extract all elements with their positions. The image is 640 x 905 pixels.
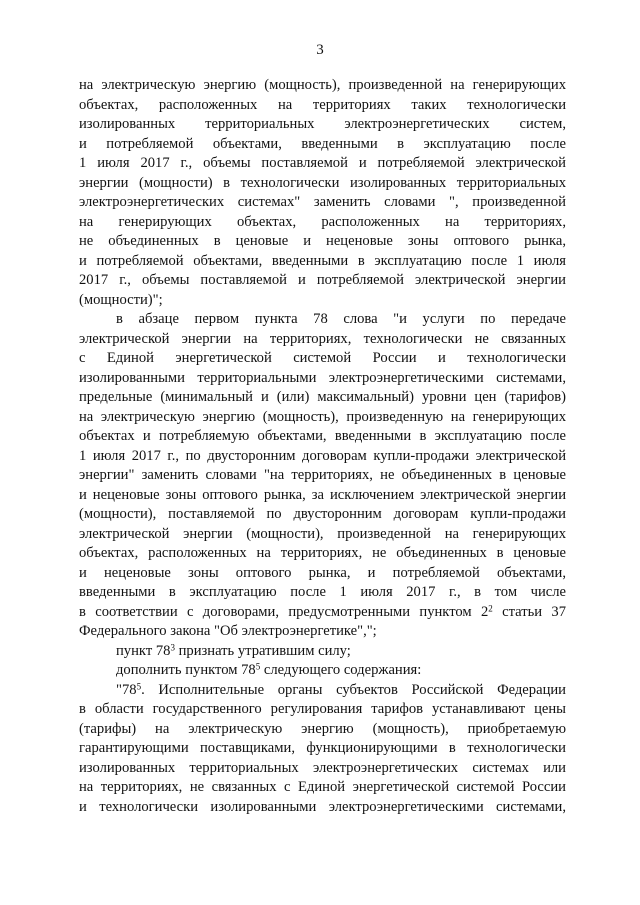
text-line: [79, 408, 566, 428]
text-line: [79, 700, 566, 720]
text-line-content: и неценовые зоны оптового рынка, и потребляемой объектами,: [79, 564, 566, 581]
text-line: [79, 720, 566, 740]
superscript: 2: [488, 603, 493, 613]
text-line-content: объектах, расположенных на территориях таких технологически: [79, 96, 566, 113]
text-line-content: изолированными территориальными электроэнергетическими системами,: [79, 369, 566, 386]
text-line-content: (мощности)";: [79, 291, 163, 308]
text-line: [79, 252, 566, 272]
text-line: [79, 427, 566, 447]
text-line: [79, 96, 566, 116]
superscript: 5: [255, 661, 261, 672]
text-line-content: "78: [116, 681, 137, 698]
text-line: [79, 115, 566, 135]
text-line-content: (мощности), поставляемой по двусторонним договорам купли-продажи: [79, 506, 566, 522]
text-line: [79, 603, 566, 623]
text-line: [79, 174, 566, 194]
text-line: [79, 564, 566, 584]
text-line-content: и потребляемой объектами, введенными в эксплуатацию после 1 июля: [79, 252, 566, 269]
text-line-content: энергии (мощности) в технологически изолированных территориальных: [79, 174, 566, 191]
text-line-content: в области государственного регулирования тарифов устанавливают цены: [79, 701, 566, 717]
text-line-content: электрической энергии на территориях, технологически не связанных: [79, 330, 566, 347]
text-line-content: объектах, расположенных на территориях, не объединенных в ценовые: [79, 545, 566, 561]
text-line-content: гарантирующими поставщиками, функционирующими в технологически: [79, 740, 566, 756]
text-line-content: 1 июля 2017 г., по двусторонним договорам купли-продажи электрической: [79, 447, 566, 464]
text-line-content: Федерального закона "Об электроэнергетике",";: [79, 623, 377, 639]
text-line: [79, 642, 566, 662]
text-line-content: изолированных территориальных электроэнергетических систем,: [79, 116, 566, 132]
text-line: [79, 583, 566, 603]
text-line: [79, 525, 566, 545]
page-number: 3: [316, 42, 324, 58]
text-line: [79, 388, 566, 408]
text-line-content: на электрическую энергию (мощность), произведенной на генерирующих: [79, 77, 566, 93]
text-line-content: и неценовые зоны оптового рынка, за исключением электрической энергии: [79, 486, 566, 503]
text-line-content: изолированных территориальных электроэнергетических системах или: [79, 759, 566, 776]
text-line: [79, 739, 566, 759]
text-line: [79, 213, 566, 233]
text-line: [79, 369, 566, 389]
text-line-content: с Единой энергетической системой России и технологически: [79, 350, 566, 366]
text-line-continuation: следующего содержания:: [260, 662, 422, 678]
text-line-content: электроэнергетических системах" заменить словами ", произведенной: [79, 194, 566, 210]
text-line-content: введенными в эксплуатацию после 1 июля 2017 г., в том числе: [79, 584, 566, 600]
text-line: [79, 778, 566, 798]
superscript: 5: [136, 681, 142, 691]
text-line-content: и технологически изолированными электроэнергетическими системами,: [79, 798, 566, 815]
superscript: 3: [170, 642, 175, 652]
text-line-content: на электрическую энергию (мощность), произведенную на генерирующих: [79, 408, 566, 425]
text-line: [79, 759, 566, 779]
text-line-content: объектах и потребляемую объектами, введенными в эксплуатацию после: [79, 428, 566, 444]
text-line-content: дополнить пунктом 78: [116, 662, 256, 678]
text-line-content: 1 июля 2017 г., объемы поставляемой и потребляемой электрической: [79, 155, 566, 171]
text-line-content: (тарифы) на электрическую энергию (мощность), приобретаемую: [79, 720, 566, 737]
text-line-continuation: статьи 37: [492, 603, 566, 620]
text-line: [79, 505, 566, 525]
text-line: [79, 310, 566, 330]
text-line-continuation: . Исполнительные органы субъектов Российской Федерации: [141, 681, 566, 698]
text-line-continuation: признать утратившим силу;: [174, 642, 351, 659]
text-line: [79, 135, 566, 155]
text-line: [79, 193, 566, 213]
text-line: [79, 486, 566, 506]
text-line: [79, 232, 566, 252]
text-line-content: не объединенных в ценовые и неценовые зоны оптового рынка,: [79, 233, 566, 249]
text-line: [79, 349, 566, 369]
text-line: [79, 681, 566, 701]
document-body: [79, 76, 566, 817]
text-line: [79, 271, 566, 291]
text-line: [79, 544, 566, 564]
text-line: [79, 76, 566, 96]
text-line: [79, 661, 566, 681]
text-line-content: и потребляемой объектами, введенными в эксплуатацию после: [79, 135, 566, 152]
text-line: [79, 466, 566, 486]
text-line-content: 2017 г., объемы поставляемой и потребляемой электрической энергии: [79, 272, 566, 288]
text-line: [79, 447, 566, 467]
text-line-content: на территориях, не связанных с Единой энергетической системой России: [79, 779, 566, 795]
text-line-content: пункт 78: [116, 642, 171, 659]
text-line-content: в соответствии с договорами, предусмотренными пунктом 2: [79, 603, 489, 620]
text-line-content: электрической энергии (мощности), произведенной на генерирующих: [79, 525, 566, 542]
text-line: [79, 622, 566, 642]
text-line-content: предельные (минимальный и (или) максимальный) уровни цен (тарифов): [79, 389, 566, 405]
text-line: [79, 291, 566, 311]
text-line-content: энергии" заменить словами "на территориях, не объединенных в ценовые: [79, 467, 566, 483]
text-line-content: на генерирующих объектах, расположенных на территориях,: [79, 213, 566, 230]
text-line: [79, 330, 566, 350]
text-line: [79, 154, 566, 174]
text-line: [79, 798, 566, 818]
text-line-content: в абзаце первом пункта 78 слова "и услуги по передаче: [116, 311, 566, 327]
